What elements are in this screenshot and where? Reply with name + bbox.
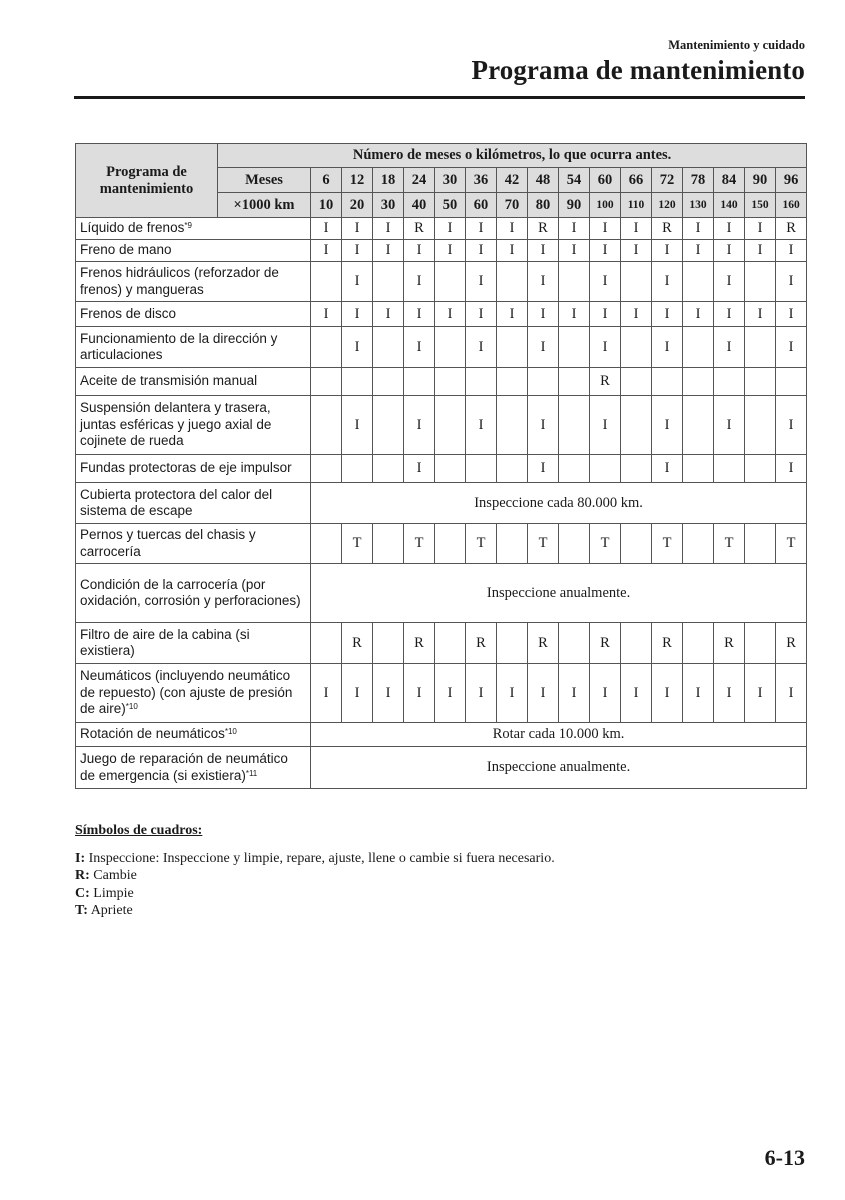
schedule-cell: [404, 368, 435, 396]
km-cell: 160: [776, 193, 807, 218]
maintenance-item: [76, 524, 311, 564]
table-row: [76, 623, 807, 664]
schedule-cell: R: [590, 623, 621, 664]
schedule-cell: I: [714, 664, 745, 723]
schedule-cell: I: [683, 302, 714, 327]
schedule-cell: I: [404, 240, 435, 262]
schedule-cell: I: [559, 240, 590, 262]
legend-item: [75, 867, 555, 885]
schedule-cell: R: [466, 623, 497, 664]
schedule-cell: [714, 368, 745, 396]
table-row: [76, 524, 807, 564]
maintenance-item: [76, 623, 311, 664]
months-cell: 78: [683, 168, 714, 193]
schedule-cell: I: [466, 262, 497, 302]
schedule-cell: I: [466, 240, 497, 262]
schedule-cell: I: [528, 664, 559, 723]
schedule-cell: I: [776, 327, 807, 368]
schedule-cell: I: [373, 240, 404, 262]
schedule-cell: I: [342, 396, 373, 455]
schedule-cell: R: [776, 623, 807, 664]
schedule-cell: [435, 368, 466, 396]
maintenance-item: [76, 483, 311, 524]
schedule-cell: I: [342, 327, 373, 368]
maintenance-item: [76, 368, 311, 396]
legend-key: T:: [75, 903, 88, 918]
schedule-cell: I: [714, 262, 745, 302]
schedule-cell: [311, 396, 342, 455]
schedule-cell: I: [590, 327, 621, 368]
legend-text: Limpie: [89, 885, 134, 901]
interval-note: Inspeccione anualmente.: [311, 564, 807, 623]
schedule-cell: I: [652, 262, 683, 302]
schedule-cell: I: [621, 240, 652, 262]
schedule-cell: I: [590, 396, 621, 455]
maintenance-item: [76, 327, 311, 368]
schedule-cell: [745, 262, 776, 302]
schedule-cell: I: [373, 218, 404, 240]
schedule-cell: [466, 455, 497, 483]
schedule-cell: [435, 524, 466, 564]
months-cell: 60: [590, 168, 621, 193]
schedule-cell: [683, 396, 714, 455]
schedule-cell: I: [590, 240, 621, 262]
item-label: Juego de reparación de neumático de emergencia (si existiera): [80, 751, 288, 783]
item-label: Filtro de aire de la cabina (si existiera): [80, 626, 250, 658]
maintenance-item: [76, 302, 311, 327]
schedule-cell: I: [652, 455, 683, 483]
km-cell: 80: [528, 193, 559, 218]
schedule-cell: [311, 368, 342, 396]
schedule-cell: I: [528, 302, 559, 327]
schedule-cell: [621, 262, 652, 302]
schedule-cell: I: [404, 664, 435, 723]
legend: [75, 822, 555, 920]
schedule-cell: I: [621, 218, 652, 240]
schedule-cell: I: [528, 455, 559, 483]
schedule-cell: R: [404, 623, 435, 664]
schedule-cell: R: [714, 623, 745, 664]
schedule-cell: I: [745, 218, 776, 240]
table-row: [76, 368, 807, 396]
interval-note: Inspeccione anualmente.: [311, 747, 807, 789]
schedule-cell: I: [776, 455, 807, 483]
schedule-cell: [373, 455, 404, 483]
schedule-cell: I: [714, 327, 745, 368]
schedule-cell: T: [404, 524, 435, 564]
months-label: Meses: [218, 168, 311, 193]
schedule-cell: I: [714, 218, 745, 240]
footnote-ref: *11: [245, 768, 258, 778]
km-cell: 150: [745, 193, 776, 218]
schedule-cell: T: [528, 524, 559, 564]
schedule-cell: [621, 327, 652, 368]
schedule-cell: I: [466, 327, 497, 368]
footnote-ref: *10: [224, 727, 237, 737]
maintenance-item: [76, 455, 311, 483]
section-title: Mantenimiento y cuidado: [668, 38, 805, 52]
schedule-cell: [435, 396, 466, 455]
schedule-cell: I: [590, 262, 621, 302]
legend-heading: Símbolos de cuadros:: [75, 823, 203, 838]
schedule-cell: [559, 524, 590, 564]
schedule-cell: I: [776, 302, 807, 327]
schedule-cell: [683, 524, 714, 564]
schedule-cell: I: [652, 302, 683, 327]
schedule-cell: I: [528, 262, 559, 302]
item-label: Frenos hidráulicos (reforzador de frenos) y mangueras: [80, 265, 279, 297]
km-cell: 30: [373, 193, 404, 218]
legend-key: C:: [75, 885, 90, 901]
legend-text: Apriete: [87, 903, 133, 918]
item-label: Neumáticos (incluyendo neumático de repuesto) (con ajuste de presión de aire): [80, 668, 293, 717]
schedule-cell: [497, 524, 528, 564]
maintenance-item: [76, 262, 311, 302]
schedule-cell: [683, 262, 714, 302]
schedule-cell: I: [776, 664, 807, 723]
schedule-cell: [590, 455, 621, 483]
schedule-cell: I: [404, 327, 435, 368]
schedule-cell: [745, 327, 776, 368]
schedule-cell: I: [714, 396, 745, 455]
schedule-cell: I: [404, 455, 435, 483]
months-cell: 30: [435, 168, 466, 193]
months-cell: 42: [497, 168, 528, 193]
km-cell: 10: [311, 193, 342, 218]
legend-item: [75, 850, 555, 868]
item-label: Cubierta protectora del calor del sistema de escape: [80, 486, 273, 518]
table-row: [76, 396, 807, 455]
schedule-cell: I: [373, 664, 404, 723]
schedule-cell: [745, 455, 776, 483]
schedule-cell: R: [528, 218, 559, 240]
km-cell: 20: [342, 193, 373, 218]
schedule-cell: I: [590, 302, 621, 327]
km-cell: 50: [435, 193, 466, 218]
km-label: ×1000 km: [218, 193, 311, 218]
schedule-cell: [683, 327, 714, 368]
schedule-cell: R: [590, 368, 621, 396]
maintenance-schedule-table: [75, 143, 807, 789]
maintenance-item: [76, 564, 311, 623]
schedule-cell: I: [342, 664, 373, 723]
schedule-cell: [621, 455, 652, 483]
schedule-cell: [373, 524, 404, 564]
schedule-cell: I: [528, 396, 559, 455]
schedule-cell: I: [621, 302, 652, 327]
schedule-cell: T: [590, 524, 621, 564]
schedule-cell: I: [776, 262, 807, 302]
schedule-cell: I: [652, 327, 683, 368]
months-cell: 12: [342, 168, 373, 193]
schedule-cell: [311, 524, 342, 564]
interval-header: Número de meses o kilómetros, lo que ocurra antes.: [218, 144, 807, 168]
schedule-cell: I: [466, 302, 497, 327]
legend-item: [75, 902, 555, 920]
schedule-cell: [311, 262, 342, 302]
schedule-cell: [311, 455, 342, 483]
table-corner-label: Programa de mantenimiento: [76, 144, 218, 218]
schedule-cell: I: [466, 396, 497, 455]
table-row: [76, 564, 807, 623]
schedule-cell: [373, 262, 404, 302]
schedule-cell: [621, 368, 652, 396]
km-cell: 140: [714, 193, 745, 218]
schedule-cell: I: [342, 240, 373, 262]
months-cell: 66: [621, 168, 652, 193]
km-cell: 90: [559, 193, 590, 218]
months-cell: 72: [652, 168, 683, 193]
table-row: [76, 723, 807, 747]
schedule-cell: [745, 524, 776, 564]
item-label: Suspensión delantera y trasera, juntas esféricas y juego axial de cojinete de rueda: [80, 400, 272, 449]
km-cell: 120: [652, 193, 683, 218]
schedule-cell: [497, 396, 528, 455]
table-row: [76, 327, 807, 368]
schedule-cell: I: [528, 240, 559, 262]
months-cell: 96: [776, 168, 807, 193]
page-number: 6-13: [764, 1145, 805, 1170]
schedule-cell: [497, 262, 528, 302]
schedule-cell: [776, 368, 807, 396]
item-label: Frenos de disco: [80, 305, 177, 321]
footnote-ref: *9: [184, 221, 192, 231]
schedule-cell: R: [652, 623, 683, 664]
schedule-cell: I: [311, 302, 342, 327]
months-cell: 90: [745, 168, 776, 193]
schedule-cell: I: [311, 218, 342, 240]
schedule-cell: I: [435, 240, 466, 262]
schedule-cell: T: [652, 524, 683, 564]
schedule-cell: I: [404, 302, 435, 327]
schedule-cell: I: [745, 240, 776, 262]
table-row: [76, 302, 807, 327]
schedule-cell: [745, 396, 776, 455]
schedule-cell: [559, 368, 590, 396]
schedule-cell: [497, 455, 528, 483]
maintenance-item: [76, 664, 311, 723]
page-title: Programa de mantenimiento: [471, 55, 805, 85]
item-label: Condición de la carrocería (por oxidación, corrosión y perforaciones): [80, 576, 301, 608]
item-label: Pernos y tuercas del chasis y carrocería: [80, 527, 256, 559]
table-row: [76, 218, 807, 240]
schedule-cell: [373, 623, 404, 664]
item-label: Rotación de neumáticos: [80, 726, 225, 742]
table-row: [76, 483, 807, 524]
schedule-cell: I: [590, 218, 621, 240]
schedule-cell: [497, 623, 528, 664]
maintenance-item: [76, 747, 311, 789]
schedule-cell: [683, 623, 714, 664]
months-cell: 36: [466, 168, 497, 193]
schedule-cell: [745, 368, 776, 396]
schedule-cell: [373, 327, 404, 368]
schedule-cell: [652, 368, 683, 396]
schedule-cell: I: [559, 302, 590, 327]
schedule-cell: [683, 368, 714, 396]
schedule-cell: [559, 396, 590, 455]
months-cell: 84: [714, 168, 745, 193]
schedule-cell: I: [776, 396, 807, 455]
km-cell: 100: [590, 193, 621, 218]
schedule-cell: I: [621, 664, 652, 723]
schedule-cell: T: [466, 524, 497, 564]
schedule-cell: [342, 368, 373, 396]
maintenance-item: [76, 723, 311, 747]
legend-key: R:: [75, 868, 90, 883]
schedule-cell: T: [342, 524, 373, 564]
interval-note: Rotar cada 10.000 km.: [311, 723, 807, 747]
km-cell: 130: [683, 193, 714, 218]
legend-item: [75, 885, 555, 903]
schedule-cell: I: [435, 218, 466, 240]
schedule-cell: I: [714, 302, 745, 327]
schedule-cell: [559, 455, 590, 483]
schedule-cell: [559, 327, 590, 368]
schedule-cell: T: [776, 524, 807, 564]
footnote-ref: *10: [125, 702, 138, 712]
schedule-cell: [435, 327, 466, 368]
maintenance-item: [76, 218, 311, 240]
schedule-cell: [311, 623, 342, 664]
km-cell: 40: [404, 193, 435, 218]
schedule-cell: [714, 455, 745, 483]
item-label: Freno de mano: [80, 242, 172, 258]
schedule-cell: I: [528, 327, 559, 368]
schedule-cell: R: [404, 218, 435, 240]
schedule-cell: R: [776, 218, 807, 240]
months-cell: 54: [559, 168, 590, 193]
schedule-cell: I: [683, 240, 714, 262]
schedule-cell: I: [590, 664, 621, 723]
schedule-cell: I: [497, 302, 528, 327]
schedule-cell: I: [745, 664, 776, 723]
schedule-cell: [559, 623, 590, 664]
schedule-cell: I: [466, 664, 497, 723]
schedule-cell: [528, 368, 559, 396]
schedule-cell: I: [559, 664, 590, 723]
schedule-cell: [621, 524, 652, 564]
schedule-cell: I: [311, 664, 342, 723]
item-label: Fundas protectoras de eje impulsor: [80, 460, 292, 476]
table-row: [76, 747, 807, 789]
km-cell: 70: [497, 193, 528, 218]
item-label: Líquido de frenos: [80, 220, 185, 236]
schedule-cell: [435, 262, 466, 302]
schedule-cell: R: [342, 623, 373, 664]
schedule-cell: R: [652, 218, 683, 240]
schedule-cell: I: [652, 240, 683, 262]
table-row: [76, 262, 807, 302]
item-label: Aceite de transmisión manual: [80, 373, 258, 389]
schedule-cell: I: [404, 262, 435, 302]
schedule-cell: [621, 623, 652, 664]
schedule-cell: [342, 455, 373, 483]
legend-text: Inspeccione: Inspeccione y limpie, repare, ajuste, llene o cambie si fuera necesario.: [85, 850, 555, 866]
schedule-cell: I: [311, 240, 342, 262]
schedule-cell: I: [683, 664, 714, 723]
table-row: [76, 455, 807, 483]
schedule-cell: I: [776, 240, 807, 262]
table-row: [76, 664, 807, 723]
schedule-cell: [559, 262, 590, 302]
schedule-cell: I: [497, 664, 528, 723]
maintenance-item: [76, 396, 311, 455]
schedule-cell: R: [528, 623, 559, 664]
schedule-cell: I: [466, 218, 497, 240]
months-cell: 18: [373, 168, 404, 193]
schedule-cell: I: [404, 396, 435, 455]
legend-key: I:: [75, 850, 86, 866]
schedule-cell: [373, 396, 404, 455]
months-cell: 48: [528, 168, 559, 193]
legend-text: Cambie: [89, 868, 137, 883]
maintenance-item: [76, 240, 311, 262]
schedule-cell: [435, 623, 466, 664]
schedule-cell: I: [342, 218, 373, 240]
months-cell: 24: [404, 168, 435, 193]
schedule-cell: I: [497, 240, 528, 262]
schedule-cell: [435, 455, 466, 483]
schedule-cell: I: [745, 302, 776, 327]
schedule-cell: I: [652, 396, 683, 455]
schedule-cell: I: [497, 218, 528, 240]
table-row: [76, 240, 807, 262]
schedule-cell: I: [652, 664, 683, 723]
schedule-cell: I: [342, 262, 373, 302]
months-cell: 6: [311, 168, 342, 193]
item-label: Funcionamiento de la dirección y articulaciones: [80, 330, 278, 362]
schedule-cell: T: [714, 524, 745, 564]
schedule-cell: I: [683, 218, 714, 240]
schedule-cell: [683, 455, 714, 483]
schedule-cell: [311, 327, 342, 368]
schedule-cell: [621, 396, 652, 455]
schedule-cell: [466, 368, 497, 396]
title-divider: [74, 96, 805, 99]
schedule-cell: I: [342, 302, 373, 327]
schedule-cell: I: [714, 240, 745, 262]
schedule-cell: I: [435, 302, 466, 327]
schedule-cell: [745, 623, 776, 664]
km-cell: 110: [621, 193, 652, 218]
schedule-cell: [497, 368, 528, 396]
schedule-cell: I: [373, 302, 404, 327]
schedule-cell: I: [559, 218, 590, 240]
schedule-cell: [373, 368, 404, 396]
schedule-cell: [497, 327, 528, 368]
schedule-cell: I: [435, 664, 466, 723]
interval-note: Inspeccione cada 80.000 km.: [311, 483, 807, 524]
km-cell: 60: [466, 193, 497, 218]
